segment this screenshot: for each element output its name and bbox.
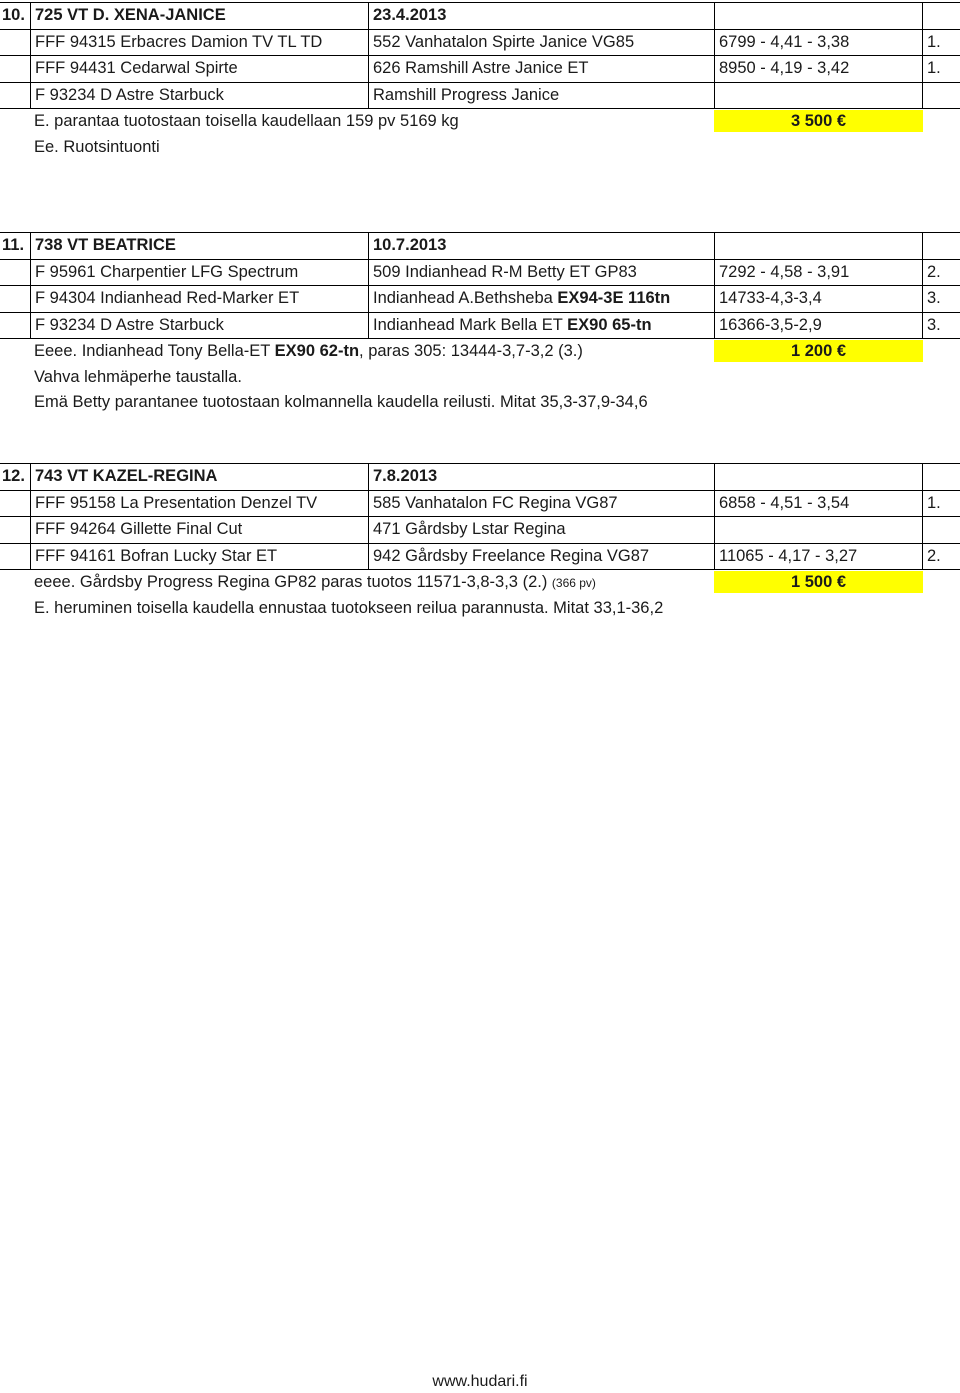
footer-url[interactable]: www.hudari.fi <box>432 1373 528 1390</box>
pedigree-row <box>0 516 960 543</box>
note-text: E. parantaa tuotostaan toisella kaudellaan 159 pv 5169 kg <box>34 112 459 130</box>
lot-header <box>0 463 960 490</box>
lot-date: 7.8.2013 <box>368 464 715 490</box>
note-line <box>0 339 960 365</box>
lot-number: 10. <box>2 6 25 24</box>
pedigree-row <box>0 82 960 110</box>
prod-cell: 6858 - 4,51 - 3,54 <box>714 491 923 517</box>
dam-classification: EX94-3E 116tn <box>557 289 671 307</box>
lot-date: 10.7.2013 <box>368 233 715 259</box>
sire-cell: FFF 95158 La Presentation Denzel TV <box>30 491 369 517</box>
dam-cell: 626 Ramshill Astre Janice ET <box>368 56 715 82</box>
prod-cell <box>714 464 923 490</box>
sire-cell: FFF 94315 Erbacres Damion TV TL TD <box>30 30 369 56</box>
rank-cell: 2. <box>922 260 960 286</box>
note-line <box>0 135 960 161</box>
sire-cell: FFF 94264 Gillette Final Cut <box>30 517 369 543</box>
prod-cell: 16366-3,5-2,9 <box>714 313 923 339</box>
sire-cell: F 93234 D Astre Starbuck <box>30 313 369 339</box>
note-text: Vahva lehmäperhe taustalla. <box>34 367 242 386</box>
dam-cell: 585 Vanhatalon FC Regina VG87 <box>368 491 715 517</box>
rank-cell <box>922 233 960 259</box>
note-line <box>0 570 960 596</box>
note-text: Emä Betty parantanee tuotostaan kolmannella kaudella reilusti. Mitat 35,3-37,9-34,6 <box>34 393 648 411</box>
pedigree-row <box>0 285 960 312</box>
dam-cell: Ramshill Progress Janice <box>368 83 715 109</box>
prod-cell: 14733-4,3-3,4 <box>714 286 923 312</box>
sire-cell: FFF 94161 Bofran Lucky Star ET <box>30 544 369 570</box>
dam-cell <box>368 286 715 312</box>
prod-cell: 8950 - 4,19 - 3,42 <box>714 56 923 82</box>
rank-cell: 1. <box>922 30 960 56</box>
dam-cell <box>368 313 715 339</box>
lot-title: 725 VT D. XENA-JANICE <box>30 3 369 29</box>
note-line <box>0 390 960 416</box>
lot-12 <box>0 463 960 621</box>
lot-header <box>0 2 960 29</box>
sire-cell: F 93234 D Astre Starbuck <box>30 83 369 109</box>
lot-11 <box>0 232 960 416</box>
note-text: eeee. Gårdsby Progress Regina GP82 paras tuotos 11571-3,8-3,3 (2.) (366 pv) <box>34 573 596 591</box>
rank-cell <box>922 517 960 543</box>
dam-cell: 509 Indianhead R-M Betty ET GP83 <box>368 260 715 286</box>
pedigree-row <box>0 490 960 517</box>
pedigree-row <box>0 543 960 571</box>
lot-header <box>0 232 960 259</box>
rank-cell: 1. <box>922 56 960 82</box>
sire-cell: F 94304 Indianhead Red-Marker ET <box>30 286 369 312</box>
note-text: Eeee. Indianhead Tony Bella-ET EX90 62-tn, paras 305: 13444-3,7-3,2 (3.) <box>34 342 583 360</box>
rank-cell <box>922 3 960 29</box>
lot-number: 11. <box>2 236 25 254</box>
prod-cell: 6799 - 4,41 - 3,38 <box>714 30 923 56</box>
prod-cell <box>714 233 923 259</box>
lot-date: 23.4.2013 <box>368 3 715 29</box>
dam-cell: 942 Gårdsby Freelance Regina VG87 <box>368 544 715 570</box>
dam-cell: 471 Gårdsby Lstar Regina <box>368 517 715 543</box>
lot-number: 12. <box>2 467 25 485</box>
rank-cell: 3. <box>922 313 960 339</box>
rank-cell: 3. <box>922 286 960 312</box>
price-badge: 1 200 € <box>714 340 923 362</box>
rank-cell <box>922 83 960 109</box>
note-line <box>0 596 960 622</box>
rank-cell <box>922 464 960 490</box>
pedigree-row <box>0 259 960 286</box>
sire-cell: FFF 94431 Cedarwal Spirte <box>30 56 369 82</box>
prod-cell: 7292 - 4,58 - 3,91 <box>714 260 923 286</box>
prod-cell: 11065 - 4,17 - 3,27 <box>714 544 923 570</box>
note-text: E. heruminen toisella kaudella ennustaa tuotokseen reilua parannusta. Mitat 33,1-36,2 <box>34 598 664 617</box>
rank-cell: 1. <box>922 491 960 517</box>
lot-10 <box>0 2 960 160</box>
rank-cell: 2. <box>922 544 960 570</box>
pedigree-row <box>0 55 960 82</box>
dam-name: Indianhead A.Bethsheba <box>373 289 558 307</box>
note-text: Ee. Ruotsintuonti <box>34 137 160 156</box>
dam-name: Indianhead Mark Bella ET <box>373 315 568 334</box>
lot-title: 738 VT BEATRICE <box>30 233 369 259</box>
price-badge: 1 500 € <box>714 571 923 593</box>
prod-cell <box>714 3 923 29</box>
price-badge: 3 500 € <box>714 110 923 132</box>
dam-cell: 552 Vanhatalon Spirte Janice VG85 <box>368 30 715 56</box>
prod-cell <box>714 83 923 109</box>
pedigree-row <box>0 312 960 340</box>
prod-cell <box>714 517 923 543</box>
note-line <box>0 365 960 391</box>
dam-classification: EX90 65-tn <box>567 315 652 334</box>
lot-title: 743 VT KAZEL-REGINA <box>30 464 369 490</box>
note-line <box>0 109 960 135</box>
pedigree-row <box>0 29 960 56</box>
sire-cell: F 95961 Charpentier LFG Spectrum <box>30 260 369 286</box>
